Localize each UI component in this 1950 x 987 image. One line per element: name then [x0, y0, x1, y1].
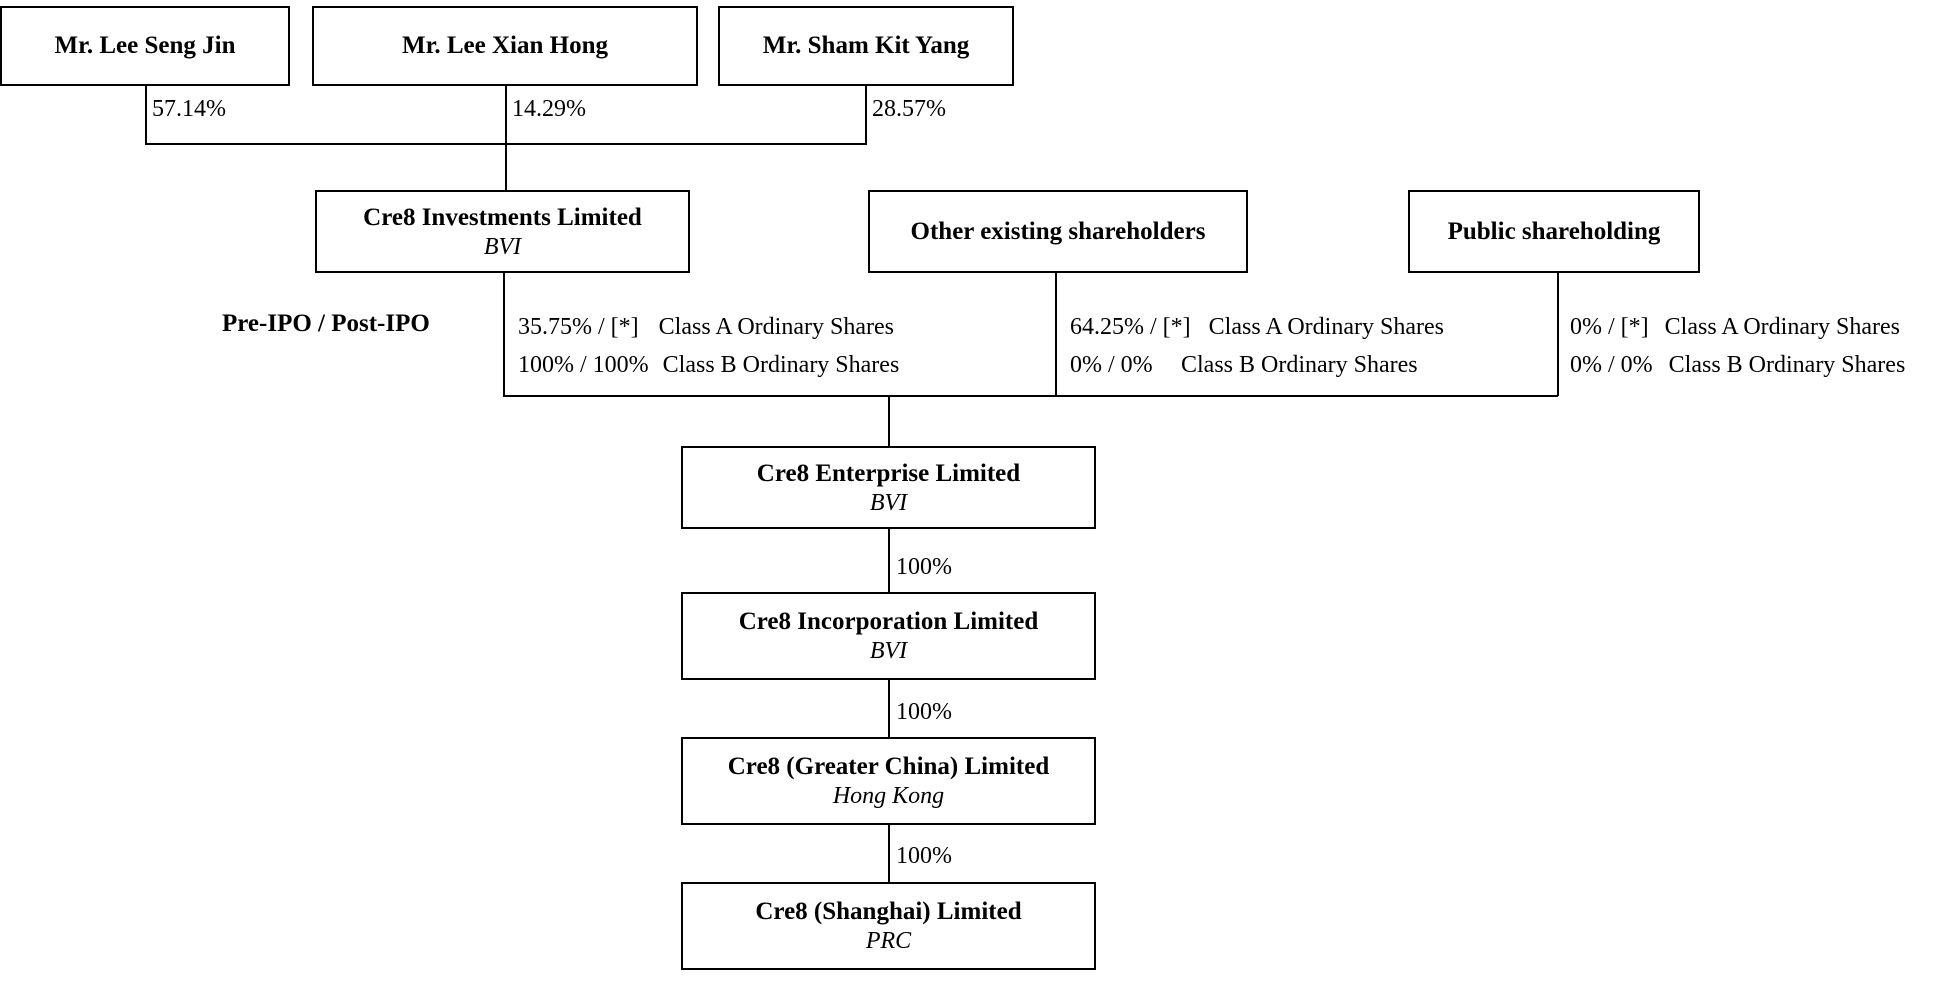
shareholding-class-label: Class A Ordinary Shares	[1664, 314, 1900, 340]
entity-name: Cre8 Investments Limited	[363, 203, 642, 231]
shareholding-class-label: Class A Ordinary Shares	[658, 314, 894, 340]
connector-other-shareholders-drop	[1055, 273, 1057, 396]
shareholder-name: Mr. Lee Seng Jin	[54, 32, 236, 59]
entity-box-cre8-enterprise	[681, 446, 1096, 529]
shareholder-box-lee-xian-hong	[312, 6, 698, 86]
shareholding-col1-class-a	[518, 312, 894, 342]
shareholding-percent: 100% / 100%	[518, 352, 649, 378]
shareholding-col2-class-a	[1070, 312, 1444, 342]
shareholding-percent: 0% / 0%	[1570, 352, 1653, 378]
connector-lee-seng-jin-drop	[145, 86, 147, 144]
connector-cre8-investments-drop	[503, 273, 505, 396]
shareholding-col3-class-a	[1570, 312, 1900, 342]
entity-box-cre8-greater-china	[681, 737, 1096, 825]
stage-label-pre-post-ipo: Pre-IPO / Post-IPO	[222, 310, 430, 337]
connector-top-join-stem	[505, 143, 507, 190]
percent-label-greater-china-to-shanghai: 100%	[896, 843, 952, 869]
shareholder-name: Mr. Lee Xian Hong	[401, 32, 609, 59]
shareholding-col2-class-b	[1070, 350, 1418, 380]
entity-name: Cre8 Enterprise Limited	[756, 459, 1021, 487]
percent-label-lee-seng-jin: 57.14%	[152, 96, 226, 122]
shareholding-class-label: Class B Ordinary Shares	[1181, 352, 1418, 378]
shareholder-box-lee-seng-jin	[0, 6, 290, 86]
connector-shareholding-join-bar	[503, 395, 1558, 397]
percent-label-sham-kit-yang: 28.57%	[872, 96, 946, 122]
percent-label-enterprise-to-incorporation: 100%	[896, 554, 952, 580]
entity-jurisdiction: BVI	[869, 638, 908, 664]
shareholding-percent: 64.25% / [*]	[1070, 314, 1191, 340]
shareholding-percent: 35.75% / [*]	[518, 314, 639, 340]
connector-shareholding-stem	[888, 395, 890, 446]
shareholding-class-label: Class A Ordinary Shares	[1208, 314, 1444, 340]
entity-name: Public shareholding	[1447, 217, 1661, 245]
entity-jurisdiction: PRC	[865, 928, 912, 954]
connector-public-shareholding-drop	[1557, 273, 1559, 396]
entity-box-cre8-shanghai	[681, 882, 1096, 970]
shareholder-name: Mr. Sham Kit Yang	[762, 32, 970, 59]
entity-name: Cre8 Incorporation Limited	[738, 608, 1039, 635]
percent-label-lee-xian-hong: 14.29%	[512, 96, 586, 122]
shareholding-percent: 0% / 0%	[1070, 352, 1153, 378]
connector-greater-china-to-shanghai	[888, 825, 890, 890]
entity-name: Cre8 (Greater China) Limited	[727, 753, 1050, 780]
entity-jurisdiction: Hong Kong	[832, 783, 945, 809]
entity-name: Cre8 (Shanghai) Limited	[755, 898, 1022, 925]
percent-label-incorporation-to-greater-china: 100%	[896, 699, 952, 725]
entity-name: Other existing shareholders	[910, 217, 1206, 245]
connector-incorporation-to-greater-china	[888, 680, 890, 745]
shareholding-percent: 0% / [*]	[1570, 314, 1649, 340]
shareholding-col3-class-b	[1570, 350, 1905, 380]
shareholding-class-label: Class B Ordinary Shares	[662, 352, 900, 378]
entity-jurisdiction: BVI	[483, 233, 522, 260]
entity-box-cre8-incorporation	[681, 592, 1096, 680]
connector-sham-kit-yang-drop	[865, 86, 867, 144]
entity-box-other-shareholders	[868, 190, 1248, 273]
shareholding-col1-class-b	[518, 350, 899, 380]
shareholder-box-sham-kit-yang	[718, 6, 1014, 86]
entity-jurisdiction: BVI	[869, 489, 908, 516]
entity-box-public-shareholding	[1408, 190, 1700, 273]
connector-lee-xian-hong-drop	[505, 86, 507, 144]
entity-box-cre8-investments	[315, 190, 690, 273]
shareholding-class-label: Class B Ordinary Shares	[1668, 352, 1906, 378]
